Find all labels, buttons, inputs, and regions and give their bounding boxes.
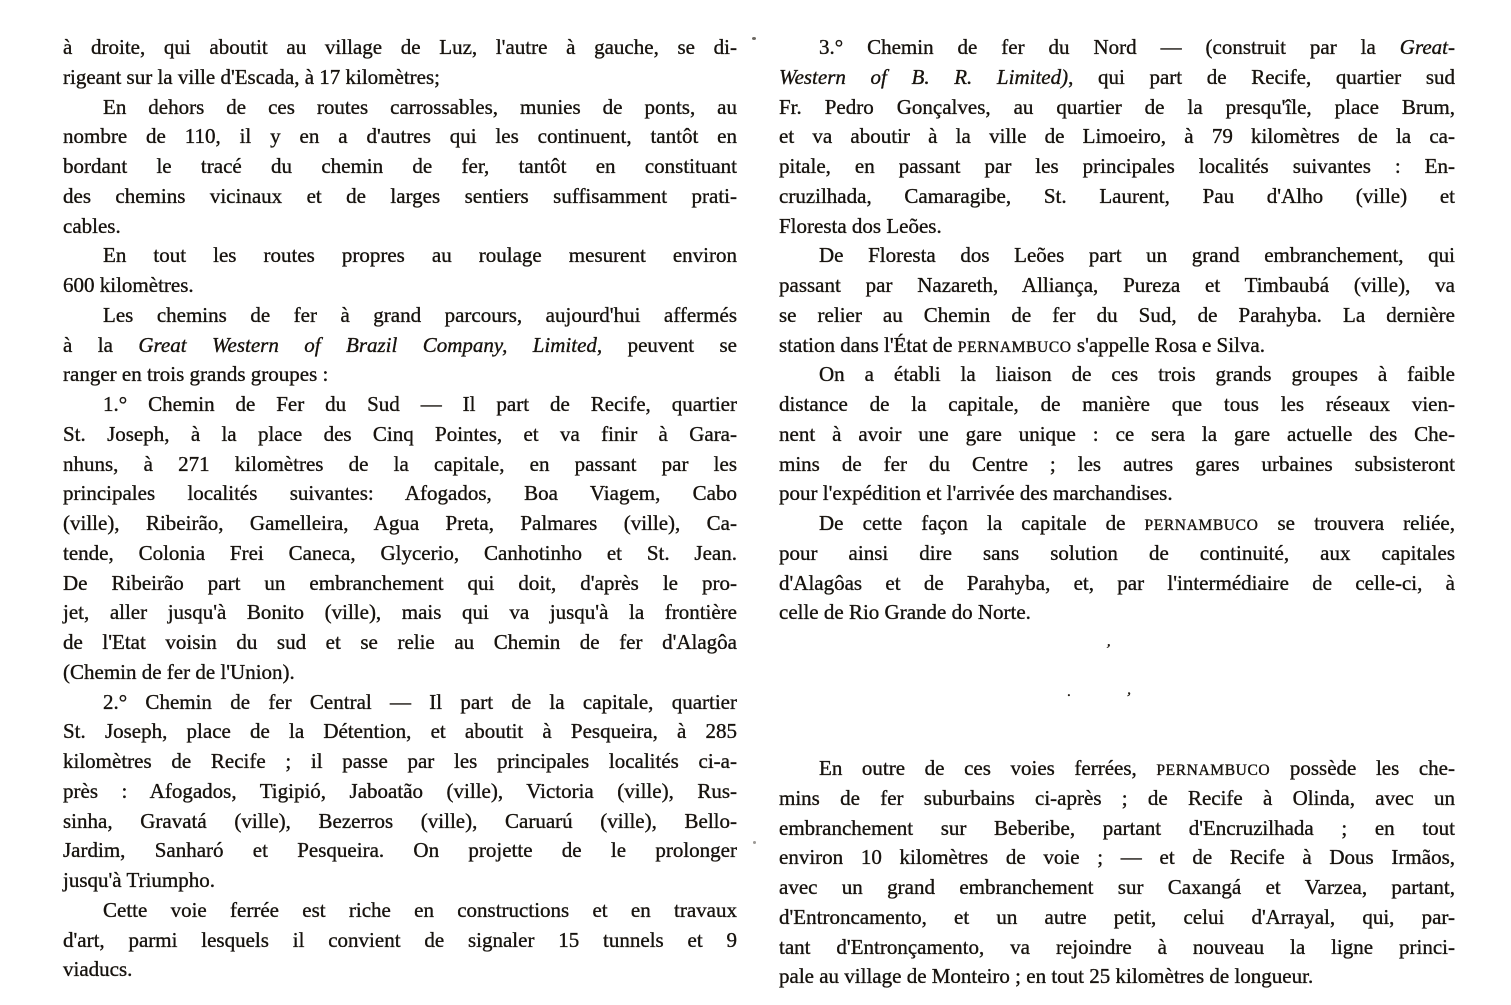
text-line: cruzilhada, Camaragibe, St. Laurent, Pau d'Alho (ville) et [779, 183, 1455, 208]
scan-mark: ‚ [1125, 681, 1134, 699]
paragraph [63, 390, 737, 688]
text-line: à droite, qui aboutit au village de Luz, l'autre à gauche, se di- [63, 35, 737, 59]
text-line: tende, Colonia Frei Caneca, Glycerio, Canhotinho et St. Jean. [63, 540, 737, 565]
text-line: Floresta dos Leões. [779, 213, 942, 238]
text-line: (ville), Ribeirão, Gamelleira, Agua Preta, Palmares (ville), Ca- [63, 511, 737, 535]
text-line: St. Joseph, place de la Détention, et aboutit à Pesqueira, à 285 [63, 719, 737, 744]
text-line: ranger en trois grands groupes : [63, 362, 329, 387]
text-line: 3.° Chemin de fer du Nord — (construit par la Great- [819, 35, 1455, 59]
paragraph [63, 241, 737, 301]
text-line: station dans l'État de PERNAMBUCO s'appelle Rosa e Silva. [779, 332, 1265, 357]
text-line: près : Afogados, Tigipió, Jaboatão (ville), Victoria (ville), Rus- [63, 778, 737, 803]
text-line: sinha, Gravatá (ville), Bezerros (ville), Caruarú (ville), Bello- [63, 808, 737, 833]
text-line: passant par Nazareth, Alliança, Pureza et Timbaubá (ville), va [779, 273, 1455, 297]
text-line: Jardim, Sanharó et Pesqueira. On projette de le prolonger [63, 838, 737, 863]
text-line: environ 10 kilomètres de voie ; — et de Recife à Dous Irmãos, [779, 845, 1455, 870]
text-line: Fr. Pedro Gonçalves, au quartier de la presqu'île, place Brum, [779, 94, 1455, 119]
text-line: à la Great Western of Brazil Company, Limited, peuvent se [63, 332, 737, 357]
text-line: des chemins vicinaux et de larges sentiers suffisamment prati- [63, 183, 737, 208]
text-line: nent à avoir une gare unique : ce sera la gare actuelle des Che- [779, 421, 1455, 446]
text-line: se relier au Chemin de fer du Sud, de Parahyba. La dernière [779, 302, 1455, 327]
text-line: distance de la capitale, de manière que tous les réseaux vien- [779, 392, 1455, 416]
text-line: De cette façon la capitale de PERNAMBUCO se trouvera reliée, [819, 511, 1455, 535]
text-line: De Ribeirão part un embranchement qui doit, d'après le pro- [63, 570, 737, 595]
paragraph [63, 688, 737, 896]
paragraph [779, 241, 1455, 360]
text-column-left [63, 33, 737, 985]
text-line: nhuns, à 271 kilomètres de la capitale, en passant par les [63, 451, 737, 476]
text-line: 2.° Chemin de fer Central — Il part de la capitale, quartier [103, 689, 737, 714]
paragraph [779, 360, 1455, 509]
scan-speck [753, 841, 756, 844]
scan-mark: ’ [1103, 641, 1112, 659]
text-line: St. Joseph, à la place des Cinq Pointes, et va finir à Gara- [63, 421, 737, 446]
text-line: 600 kilomètres. [63, 273, 194, 297]
paragraph [779, 509, 1455, 628]
scan-mark: . [1067, 684, 1071, 700]
text-line: d'art, parmi lesquels il convient de signaler 15 tunnels et 9 [63, 927, 737, 952]
text-line: d'Entroncamento, et un autre petit, celui d'Arrayal, qui, par- [779, 904, 1455, 929]
section-separator [779, 628, 1455, 754]
text-line: tant d'Entronçamento, va rejoindre à nouveau la ligne princi- [779, 934, 1455, 959]
text-line: mins de fer du Centre ; les autres gares urbaines subsisteront [779, 451, 1455, 476]
paragraph [63, 896, 737, 985]
text-line: jet, aller jusqu'à Bonito (ville), mais qui va jusqu'à la frontière [63, 600, 737, 625]
text-line: avec un grand embranchement sur Caxangá et Varzea, partant, [779, 875, 1455, 899]
text-line: de l'Etat voisin du sud et se relie au Chemin de fer d'Alagôa [63, 630, 737, 654]
text-line: Les chemins de fer à grand parcours, aujourd'hui affermés [103, 302, 737, 327]
text-line: principales localités suivantes: Afogados, Boa Viagem, Cabo [63, 481, 737, 506]
text-line: pitale, en passant par les principales localités suivantes : En- [779, 154, 1455, 178]
text-line: d'Alagôas et de Parahyba, et, par l'intermédiaire de celle-ci, à [779, 570, 1455, 595]
text-line: mins de fer suburbains ci-après ; de Recife à Olinda, avec un [779, 785, 1455, 810]
text-line: En tout les routes propres au roulage mesurent environ [103, 243, 737, 268]
text-line: En dehors de ces routes carrossables, munies de ponts, au [103, 94, 737, 119]
text-line: celle de Rio Grande do Norte. [779, 600, 1031, 625]
text-line: et va aboutir à la ville de Limoeiro, à 79 kilomètres de la ca- [779, 124, 1455, 149]
paragraph [779, 754, 1455, 992]
text-line: En outre de ces voies ferrées, PERNAMBUCO possède les che- [819, 756, 1455, 780]
text-line: rigeant sur la ville d'Escada, à 17 kilomètres; [63, 64, 440, 89]
text-line: 1.° Chemin de Fer du Sud — Il part de Recife, quartier [103, 392, 737, 416]
paragraph [63, 93, 737, 242]
text-line: kilomètres de Recife ; il passe par les principales localités ci-a- [63, 749, 737, 773]
text-line: jusqu'à Triumpho. [63, 868, 215, 892]
text-line: (Chemin de fer de l'Union). [63, 659, 295, 684]
text-line: Cette voie ferrée est riche en constructions et en travaux [103, 897, 737, 922]
text-line: pour ainsi dire sans solution de continuité, aux capitales [779, 540, 1455, 565]
text-line: Western of B. R. Limited), qui part de Recife, quartier sud [779, 64, 1455, 89]
paragraph [779, 33, 1455, 241]
text-line: nombre de 110, il y en a d'autres qui les continuent, tantôt en [63, 124, 737, 149]
text-line: bordant le tracé du chemin de fer, tantôt en constituant [63, 154, 737, 178]
text-line: On a établi la liaison de ces trois grands groupes à faible [819, 362, 1455, 387]
text-line: cables. [63, 213, 121, 238]
text-line: embranchement sur Beberibe, partant d'Encruzilhada ; en tout [779, 815, 1455, 840]
paragraph [63, 301, 737, 390]
paragraph [63, 33, 737, 93]
text-line: pale au village de Monteiro ; en tout 25 kilomètres de longueur. [779, 964, 1314, 989]
scan-speck [752, 37, 756, 40]
text-column-right [779, 33, 1455, 992]
text-line: De Floresta dos Leões part un grand embranchement, qui [819, 243, 1455, 268]
text-line: pour l'expédition et l'arrivée des marchandises. [779, 481, 1173, 506]
text-line: viaducs. [63, 957, 133, 982]
